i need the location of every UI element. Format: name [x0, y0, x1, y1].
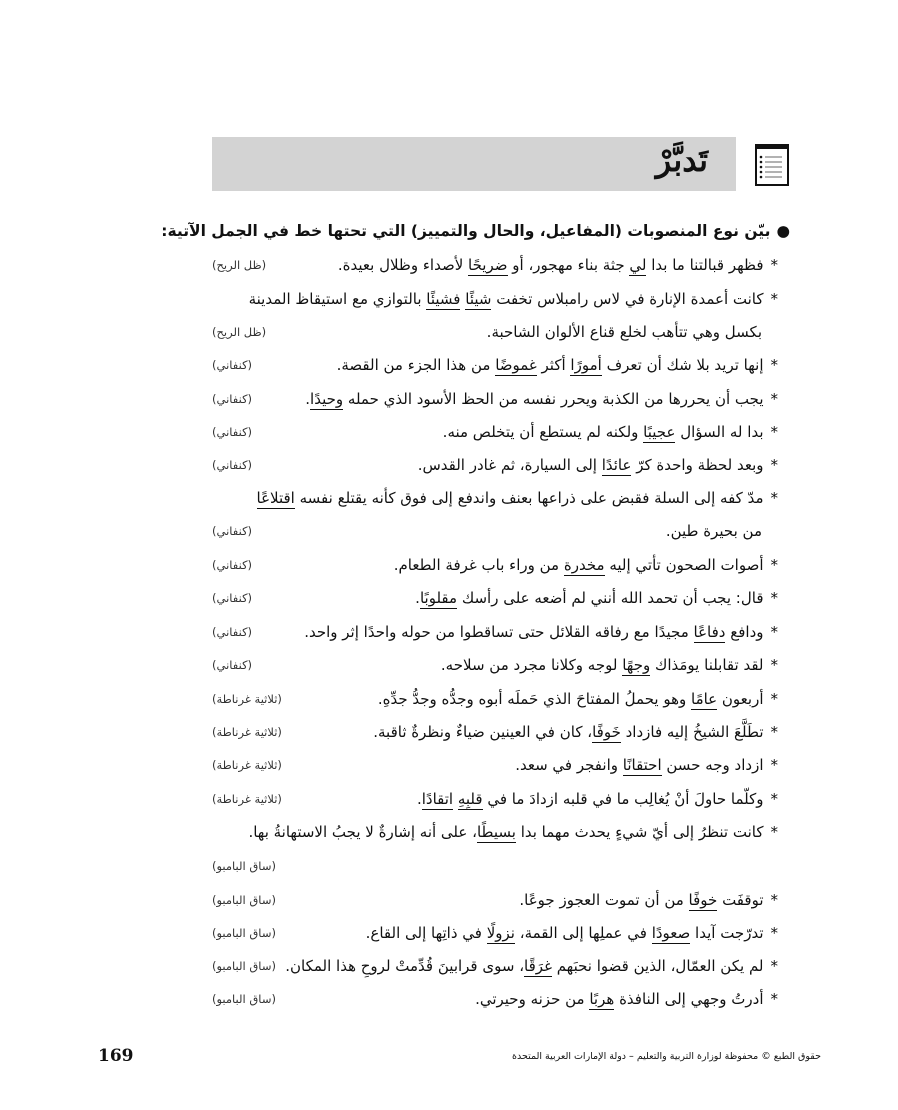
underlined-word: صعودًا	[651, 924, 691, 942]
sentence-text	[666, 522, 762, 540]
sentence-part: لأصداء وظلال بعيدة.	[337, 256, 469, 274]
asterisk-icon: *	[770, 489, 778, 507]
sentence-part: توقفَت	[717, 891, 764, 909]
underlined-word: غموضًا	[495, 356, 537, 374]
underlined-word: مقلوبًا	[419, 589, 458, 607]
asterisk-icon: *	[770, 623, 778, 641]
sentence-part: يجب أن يحررها من الكذبة ويحرر نفسه من الحظ الأسود الذي حمله	[343, 390, 764, 408]
sentence-part: من بحيرة طين.	[665, 522, 762, 540]
sentence-text	[415, 589, 778, 607]
underlined-word: خَوفًا	[592, 723, 621, 741]
underlined-word: عجيبًا	[643, 423, 676, 441]
sentence-line	[212, 690, 778, 720]
sentence-line	[212, 823, 778, 853]
underlined-word: ضريحًا	[468, 256, 508, 274]
sentence-line	[212, 790, 778, 820]
asterisk-icon: *	[770, 656, 778, 674]
page-number: 169	[98, 1046, 134, 1066]
sentence-text	[257, 489, 778, 507]
asterisk-icon: *	[770, 823, 778, 841]
sentence-part: أربعون	[717, 690, 764, 708]
sentence-part: في ذاتِها إلى القاع.	[365, 924, 487, 942]
sentence-part: لم يكن العمّال، الذين قضوا نحبَهم	[551, 957, 764, 975]
asterisk-icon: *	[770, 790, 778, 808]
sentence-line	[212, 756, 778, 786]
sentence-text	[285, 957, 778, 975]
sentence-part: جثة بناء مهجور، أو	[507, 256, 630, 274]
sentence-line	[212, 489, 778, 519]
asterisk-icon: *	[770, 723, 778, 741]
underlined-word: هربًا	[589, 990, 615, 1008]
source-label: (ساق البامبو)	[212, 926, 276, 940]
sentence-text	[305, 390, 778, 408]
sentence-part: ازداد وجه حسن	[661, 756, 764, 774]
sentence-part: إنها تريد بلا شك أن تعرف	[601, 356, 764, 374]
sentence-part: قال: يجب أن تحمد الله أنني لم أضعه على رأسك	[457, 589, 764, 607]
underlined-word: فشيئًا	[426, 290, 461, 308]
sentence-part: تدرّجت آيدا	[690, 924, 764, 942]
sentence-text	[515, 756, 778, 774]
sentence-part: ، على أنه إشارةٌ لا يجبُ الاستهانةُ بها.	[248, 823, 477, 841]
underlined-word: احتقانًا	[622, 756, 662, 774]
sentence-line	[212, 623, 778, 653]
sentence-part: لقد تقابلنا يومَذاك	[650, 656, 764, 674]
sentence-text	[248, 823, 778, 841]
notebook-icon	[752, 139, 792, 189]
source-label: (كنفاني)	[212, 625, 253, 639]
asterisk-icon: *	[770, 390, 778, 408]
sentence-line	[212, 323, 778, 353]
sentence-part: أصوات الصحون تأتي إليه	[604, 556, 764, 574]
sentence-line	[212, 857, 778, 887]
sentence-text	[418, 456, 778, 474]
sentence-text	[417, 790, 778, 808]
sentence-part: إلى السيارة، ثم غادر القدس.	[417, 456, 602, 474]
source-label: (كنفاني)	[212, 458, 253, 472]
sentence-part: كانت تنظرُ إلى أيّ شيءٍ يحدث مهما بدا	[515, 823, 764, 841]
sentence-part: .	[416, 790, 422, 808]
source-label: (ثلاثية غرناطة)	[212, 792, 282, 806]
sentence-line	[212, 990, 778, 1020]
sentence-part: وهو يحملُ المفتاحَ الذي حَملَه أبوه وجدُّه وجدُّ جدِّهِ.	[377, 690, 691, 708]
asterisk-icon: *	[770, 957, 778, 975]
sentence-text	[337, 356, 778, 374]
underlined-word: دفاعًا	[693, 623, 726, 641]
bullet-icon: ●	[776, 222, 790, 240]
sentence-line	[212, 522, 778, 552]
underlined-word: عائدًا	[601, 456, 632, 474]
sentence-part: تطَلَّعَ الشيخُ إليه فازداد	[620, 723, 764, 741]
underlined-word: قلبِهِ	[457, 790, 483, 808]
asterisk-icon: *	[770, 456, 778, 474]
asterisk-icon: *	[770, 756, 778, 774]
sentence-part: فظهر قبالتنا ما بدا	[646, 256, 764, 274]
underlined-word: شيئًا	[465, 290, 492, 308]
source-label: (ظل الريح)	[212, 325, 267, 339]
sentence-line	[212, 924, 778, 954]
sentence-part: أدرتُ وجهي إلى النافذة	[614, 990, 764, 1008]
sentence-line	[212, 423, 778, 453]
sentence-part: بكسل وهي تتأهب لخلع قناع الألوان الشاحبة.	[486, 323, 762, 341]
sentence-line	[212, 656, 778, 686]
underlined-word: اقتلاعًا	[256, 489, 295, 507]
sentence-line	[212, 723, 778, 753]
source-label: (كنفاني)	[212, 558, 253, 572]
sentence-line	[212, 256, 778, 286]
source-label: (كنفاني)	[212, 658, 253, 672]
asterisk-icon: *	[770, 356, 778, 374]
copyright-notice: حقوق الطبع © محفوظة لوزارة التربية والتعليم – دولة الإمارات العربية المتحدة	[512, 1051, 821, 1062]
asterisk-icon: *	[770, 924, 778, 942]
sentence-part: كانت أعمدة الإنارة في لاس رامبلاس تخفت	[491, 290, 764, 308]
source-label: (كنفاني)	[212, 392, 253, 406]
sentence-line	[212, 556, 778, 586]
source-label: (كنفاني)	[212, 591, 253, 605]
sentence-part: ، كان في العينين ضياءٌ ونظرةٌ ثاقبة.	[373, 723, 593, 741]
sentence-part: من أن تموت العجوز جوعًا.	[519, 891, 689, 909]
source-label: (كنفاني)	[212, 524, 253, 538]
underlined-word: مخدرة	[563, 556, 605, 574]
sentence-text	[519, 891, 778, 909]
sentence-part: ولكنه لم يستطع أن يتخلص منه.	[442, 423, 644, 441]
sentence-part: ودافع	[725, 623, 764, 641]
sentence-line	[212, 290, 778, 320]
source-label: (ساق البامبو)	[212, 893, 276, 907]
sentence-part: في عملِها إلى القمة،	[514, 924, 652, 942]
asterisk-icon: *	[770, 290, 778, 308]
sentence-part: من حزنه وحيرتي.	[475, 990, 590, 1008]
sentence-line	[212, 390, 778, 420]
sentence-part: وكلّما حاولَ أنْ يُغالِب ما في قلبه ازدادَ ما في	[482, 790, 764, 808]
underlined-word: عامًا	[691, 690, 718, 708]
sentence-text	[394, 556, 778, 574]
sentence-part: .	[305, 390, 311, 408]
sentence-part: مجيدًا مع رفاقه القلائل حتى تساقطوا من حوله واحدًا إثر واحد.	[304, 623, 694, 641]
sentence-part: من هذا الجزء من القصة.	[336, 356, 496, 374]
underlined-word: نزولًا	[486, 924, 515, 942]
source-label: (ساق البامبو)	[212, 992, 276, 1006]
source-label: (ظل الريح)	[212, 258, 267, 272]
asterisk-icon: *	[770, 556, 778, 574]
sentence-line	[212, 891, 778, 921]
source-label: (ثلاثية غرناطة)	[212, 758, 282, 772]
sentence-text	[378, 690, 778, 708]
sentence-text	[441, 656, 778, 674]
underlined-word: أمورًا	[570, 356, 602, 374]
underlined-word: اتقادًا	[421, 790, 454, 808]
asterisk-icon: *	[770, 256, 778, 274]
sentence-text	[249, 290, 778, 308]
underlined-word: لي	[629, 256, 647, 274]
source-label: (ثلاثية غرناطة)	[212, 692, 282, 706]
asterisk-icon: *	[770, 423, 778, 441]
underlined-word: بسيطًا	[476, 823, 516, 841]
sentence-text	[475, 990, 778, 1008]
underlined-word: خوفًا	[688, 891, 718, 909]
sentence-part: وانفجر في سعد.	[515, 756, 623, 774]
underlined-word: وجهًا	[622, 656, 651, 674]
source-label: (كنفاني)	[212, 425, 253, 439]
sentence-part: ، سوى قرابينَ قُدِّمتْ لروحِ هذا المكان.	[285, 957, 525, 975]
sentence-text	[338, 256, 778, 274]
source-label: (كنفاني)	[212, 358, 253, 372]
sentence-line	[212, 356, 778, 386]
asterisk-icon: *	[770, 690, 778, 708]
source-label: (ساق البامبو)	[212, 959, 276, 973]
sentence-text	[373, 723, 778, 741]
sentence-line	[212, 456, 778, 486]
underlined-word: غرَقًا	[524, 957, 552, 975]
sentence-text	[304, 623, 778, 641]
sentence-line	[212, 957, 778, 987]
asterisk-icon: *	[770, 990, 778, 1008]
section-header-bar	[212, 137, 736, 191]
sentence-part: .	[415, 589, 420, 607]
sentence-line	[212, 589, 778, 619]
source-label: (ثلاثية غرناطة)	[212, 725, 282, 739]
source-label: (ساق البامبو)	[212, 859, 276, 873]
sentence-text	[366, 924, 778, 942]
sentence-text	[487, 323, 762, 341]
section-title: تَدبَّرْ	[655, 141, 708, 179]
sentence-part: من وراء باب غرفة الطعام.	[393, 556, 564, 574]
sentence-part: أكثر	[536, 356, 571, 374]
sentence-text	[443, 423, 778, 441]
sentence-part: لوجه وكلانا مجرد من سلاحه.	[440, 656, 623, 674]
sentence-part: بالتوازي مع استيقاظ المدينة	[248, 290, 427, 308]
asterisk-icon: *	[770, 589, 778, 607]
sentence-part: وبعد لحظة واحدة كرّ	[631, 456, 764, 474]
exercise-instruction: ●بيّن نوع المنصوبات (المفاعيل، والحال والتمييز) التي تحتها خط في الجمل الآتية:	[161, 222, 790, 240]
sentence-part: مدّ كفه إلى السلة فقبض على ذراعها بعنف واندفع إلى فوق كأنه يقتلع نفسه	[294, 489, 764, 507]
sentence-part: بدا له السؤال	[675, 423, 764, 441]
asterisk-icon: *	[770, 891, 778, 909]
underlined-word: وحيدًا	[310, 390, 344, 408]
